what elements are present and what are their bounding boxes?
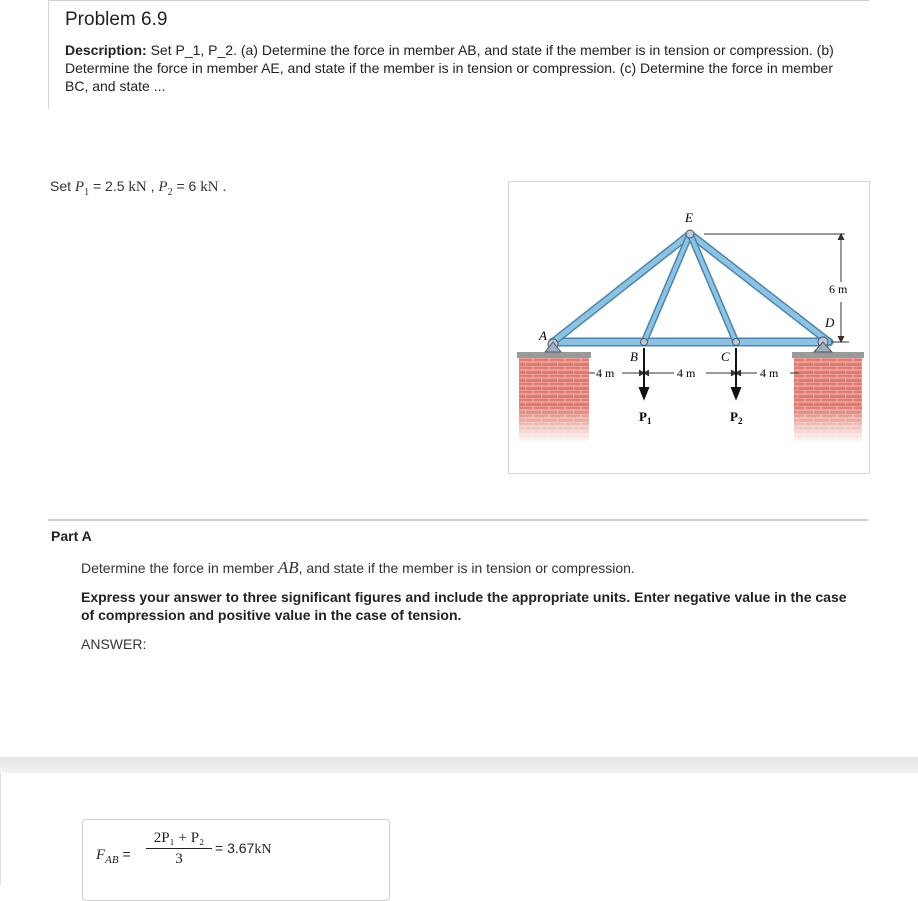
- part-a-heading: Part A: [51, 528, 92, 544]
- dim-3: 4 m: [760, 366, 779, 380]
- load-P2: $P_2$: [730, 409, 743, 426]
- left-rule: [0, 773, 1, 885]
- load-P1: $P_1$: [639, 409, 652, 426]
- answer-lhs: $F_{AB}$ =: [96, 846, 131, 866]
- right-pillar: [792, 352, 864, 443]
- answer-label: ANSWER:: [81, 636, 147, 652]
- truss-members: [553, 234, 829, 342]
- label-C: C: [721, 349, 730, 364]
- left-pillar: [517, 352, 591, 443]
- fraction-numerator: 2P₁ + P₂: [146, 830, 212, 849]
- dim-1: 4 m: [596, 366, 615, 380]
- label-D: D: [825, 315, 835, 330]
- answer-fraction: [146, 830, 212, 868]
- description-text: Set P_1, P_2. (a) Determine the force in member AB, and state if the member is in tension or compression. (b) Determine the force in member AE, and state if the member is in tension or compression. (c) Determine the force in member BC, and state ...: [65, 42, 834, 94]
- given-values: Set $P_1 = 2.5$ kN , $P_2 = 6$ kN .: [50, 178, 227, 198]
- dim-2: 4 m: [677, 366, 696, 380]
- page-title: Problem 6.9: [65, 9, 168, 30]
- answer-value: = 3.67kN: [215, 840, 272, 857]
- truss-figure: [508, 181, 870, 474]
- problem-description: [65, 41, 860, 95]
- part-a-instructions: Express your answer to three significant figures and include the appropriate units. Enter negative value in the case of compression and positive value in the case of tension.: [81, 589, 847, 623]
- fraction-denominator: 3: [175, 851, 183, 867]
- page-break-band: [0, 757, 918, 773]
- part-a-question: Determine the force in member AB, and state if the member is in tension or compression.: [81, 558, 635, 577]
- label-A: A: [539, 328, 547, 343]
- label-B: B: [630, 349, 638, 364]
- joint-pins: [548, 230, 828, 349]
- dim-height: 6 m: [829, 282, 848, 296]
- truss-diagram: [509, 182, 869, 473]
- description-label: Description:: [65, 42, 147, 58]
- section-divider: [48, 519, 868, 521]
- label-E: E: [685, 210, 693, 225]
